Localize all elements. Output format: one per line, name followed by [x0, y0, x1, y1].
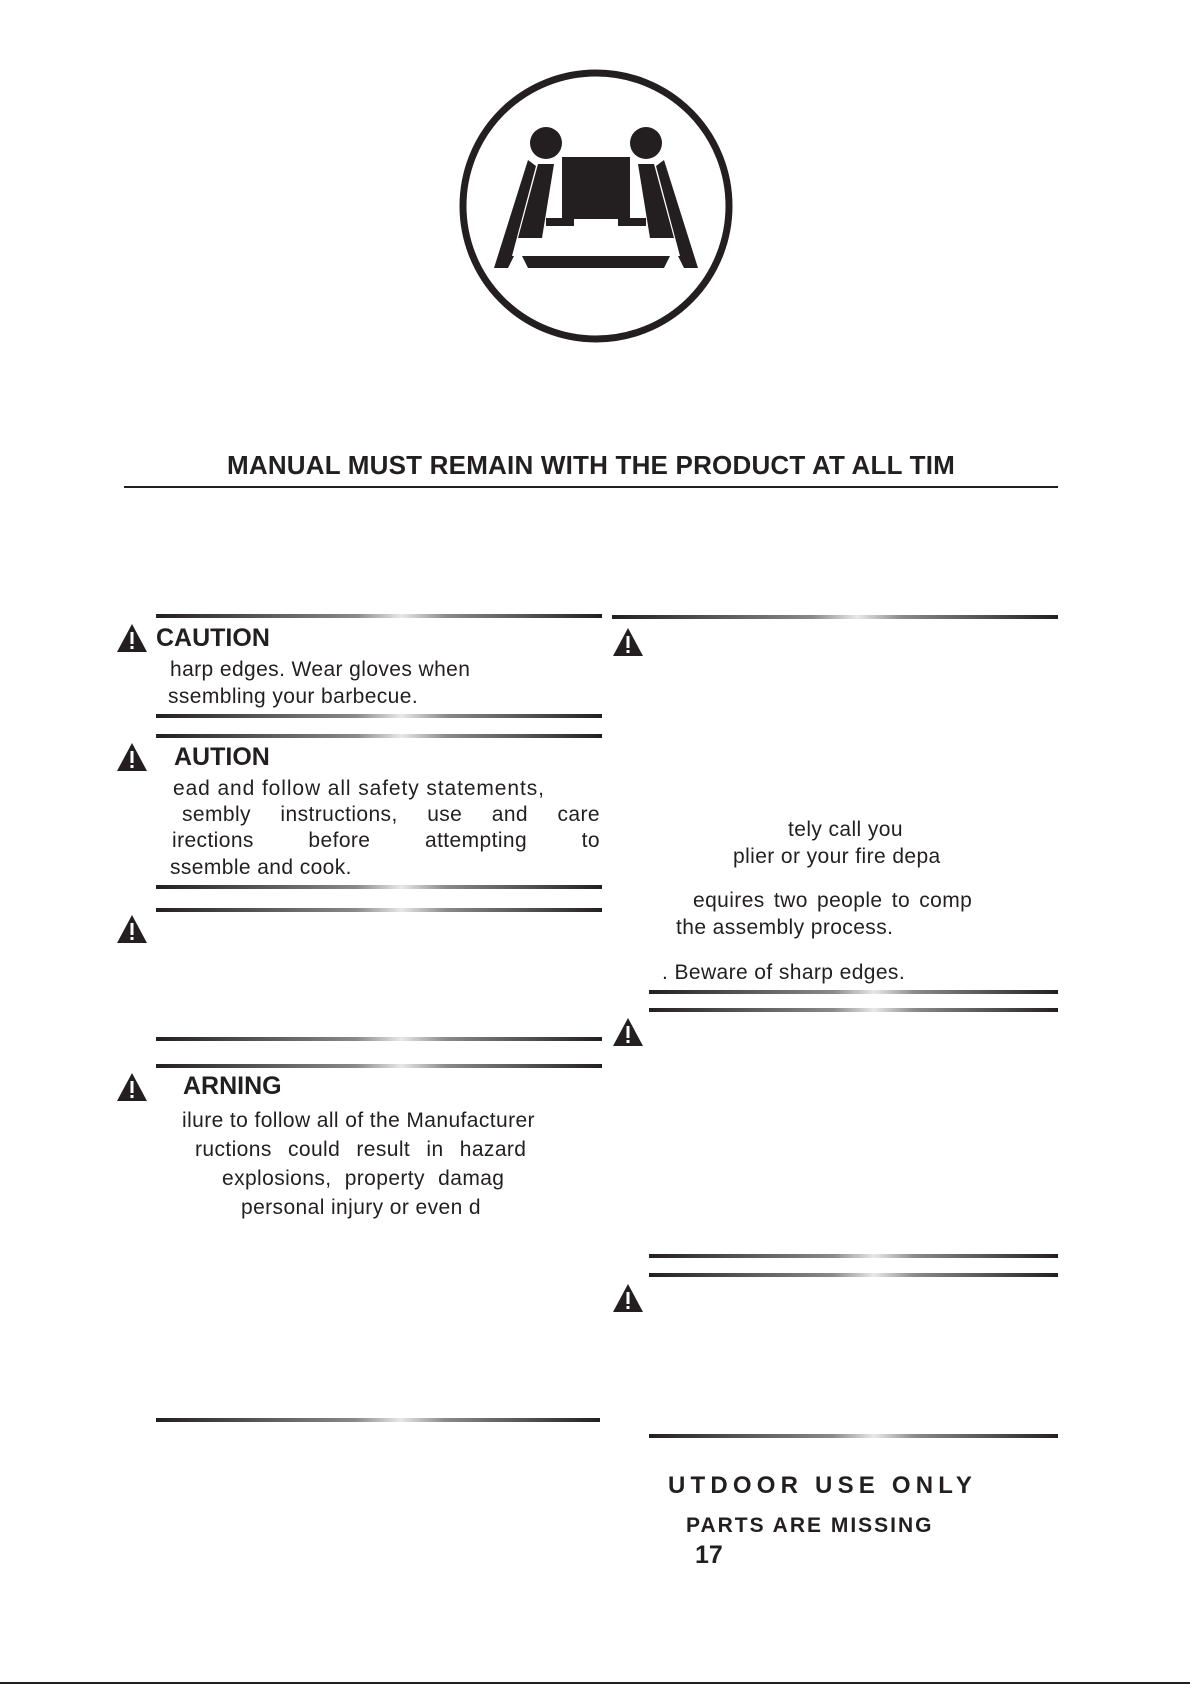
- warning-triangle-icon: [612, 1017, 644, 1047]
- right-block3-bottom-rule: [649, 1434, 1058, 1438]
- warning-line-3: explosions, property damag: [222, 1167, 505, 1190]
- caution-line-2: ssembling your barbecue.: [168, 685, 419, 708]
- left-block3-bottom-rule: [156, 1037, 602, 1041]
- warning-line-2: ructions could result in hazard: [195, 1138, 527, 1161]
- caution-2-line-4: ssemble and cook.: [170, 856, 352, 879]
- caution-2-line-1: ead and follow all safety statements,: [173, 777, 545, 800]
- warning-heading: ARNING: [183, 1072, 282, 1100]
- warning-line-4: personal injury or even d: [241, 1196, 481, 1219]
- left-block4-bottom-rule: [156, 1418, 600, 1422]
- parts-missing-notice: PARTS ARE MISSING: [686, 1514, 934, 1537]
- left-block1-top-rule: [156, 614, 602, 618]
- caution-heading: CAUTION: [156, 624, 270, 652]
- right-line-1: tely call you: [788, 818, 903, 841]
- warning-triangle-icon: [116, 914, 148, 944]
- caution-2-line-3: irections before attempting to: [172, 829, 600, 852]
- right-block1-top-rule: [612, 615, 1058, 619]
- warning-triangle-icon: [116, 1072, 148, 1102]
- page-title: MANUAL MUST REMAIN WITH THE PRODUCT AT ALL TIM: [227, 450, 955, 480]
- left-block2-top-rule: [156, 734, 602, 738]
- warning-line-1: ilure to follow all of the Manufacturer: [182, 1109, 535, 1132]
- warning-triangle-icon: [116, 623, 148, 653]
- two-person-lift-icon: [458, 68, 734, 344]
- left-block3-top-rule: [156, 908, 602, 912]
- left-block4-top-rule: [156, 1064, 602, 1068]
- caution-line-1: harp edges. Wear gloves when: [170, 658, 471, 681]
- right-line-4: the assembly process.: [676, 916, 894, 939]
- right-block2-bottom-rule: [649, 1254, 1058, 1258]
- caution-2-heading: AUTION: [174, 743, 270, 771]
- right-block1-bottom-rule: [649, 990, 1058, 994]
- left-block2-bottom-rule: [156, 885, 602, 889]
- title-underline: [124, 486, 1058, 488]
- warning-triangle-icon: [612, 1283, 644, 1313]
- warning-triangle-icon: [612, 627, 644, 657]
- left-block1-bottom-rule: [156, 714, 602, 718]
- right-line-3: equires two people to comp: [693, 889, 973, 912]
- right-block3-top-rule: [649, 1273, 1058, 1277]
- outdoor-use-notice: UTDOOR USE ONLY: [668, 1472, 978, 1499]
- page-number: 17: [695, 1541, 723, 1569]
- caution-2-line-2: sembly instructions, use and care: [182, 803, 600, 826]
- right-line-2: plier or your fire depa: [733, 845, 941, 868]
- right-block2-top-rule: [649, 1008, 1058, 1012]
- right-line-5: . Beware of sharp edges.: [662, 961, 906, 984]
- warning-triangle-icon: [116, 742, 148, 772]
